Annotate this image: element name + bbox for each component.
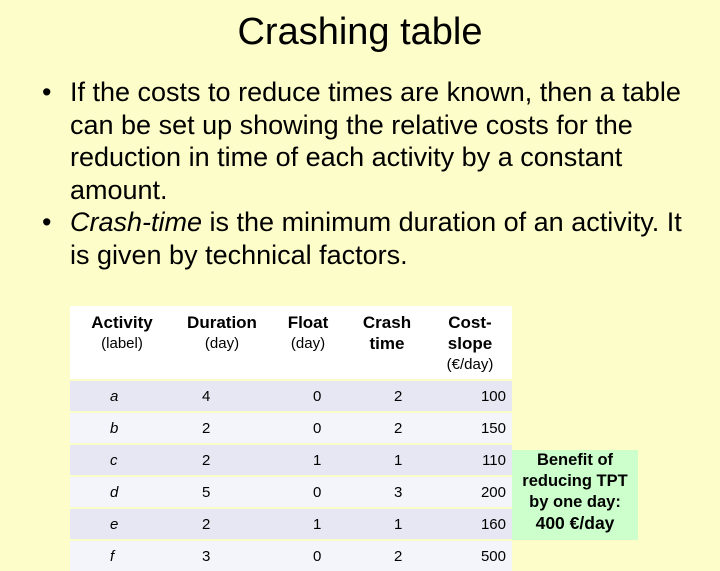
header-crash-label: Crash bbox=[362, 313, 412, 332]
cell-cost-slope: 500 bbox=[428, 540, 512, 571]
cell-duration: 5 bbox=[174, 476, 270, 508]
table-row bbox=[70, 444, 512, 476]
cell-duration: 3 bbox=[174, 540, 270, 571]
cell-float: 0 bbox=[270, 412, 346, 444]
cell-cost-slope: 160 bbox=[428, 508, 512, 540]
cell-activity: f bbox=[70, 540, 174, 571]
table-header-row bbox=[70, 306, 512, 380]
header-crash bbox=[346, 306, 428, 380]
header-crash-sub: time bbox=[369, 334, 405, 353]
cell-float: 1 bbox=[270, 444, 346, 476]
cell-crash-time: 1 bbox=[346, 444, 428, 476]
cell-activity: c bbox=[70, 444, 174, 476]
cell-duration: 2 bbox=[174, 508, 270, 540]
bullet-1-text: If the costs to reduce times are known, then a table can be set up showing the relative costs for the reduction in time of each activity by a constant amount. bbox=[70, 77, 681, 205]
cell-float: 0 bbox=[270, 540, 346, 571]
cell-activity: e bbox=[70, 508, 174, 540]
header-float bbox=[270, 306, 346, 380]
cell-duration: 2 bbox=[174, 412, 270, 444]
cell-cost-slope: 200 bbox=[428, 476, 512, 508]
cell-crash-time: 2 bbox=[346, 380, 428, 412]
cell-cost-slope: 150 bbox=[428, 412, 512, 444]
cell-activity: d bbox=[70, 476, 174, 508]
header-cost-slope-sub: (€/day) bbox=[446, 356, 494, 373]
cell-cost-slope: 100 bbox=[428, 380, 512, 412]
header-activity-sub: (label) bbox=[101, 335, 143, 352]
bullet-dot-1: • bbox=[42, 77, 52, 107]
header-activity bbox=[70, 306, 174, 380]
header-duration-sub: (day) bbox=[204, 335, 240, 352]
cell-crash-time: 1 bbox=[346, 508, 428, 540]
header-activity-label: Activity bbox=[91, 313, 153, 332]
table-row bbox=[70, 380, 512, 412]
bullet-item-1 bbox=[38, 76, 698, 206]
slide-title: Crashing table bbox=[237, 11, 483, 53]
bullet-dot-2: • bbox=[42, 207, 52, 237]
header-duration-label: Duration bbox=[187, 313, 257, 332]
table-row bbox=[70, 476, 512, 508]
header-cost-slope-label: Cost-slope bbox=[447, 313, 493, 353]
table-row bbox=[70, 412, 512, 444]
bullet-item-2 bbox=[38, 206, 698, 271]
cell-float: 0 bbox=[270, 380, 346, 412]
crashing-table bbox=[70, 306, 512, 571]
table-row bbox=[70, 540, 512, 571]
benefit-line-1: Benefit of bbox=[536, 451, 614, 469]
cell-crash-time: 2 bbox=[346, 412, 428, 444]
cell-duration: 4 bbox=[174, 380, 270, 412]
cell-cost-slope: 110 bbox=[428, 444, 512, 476]
benefit-callout bbox=[512, 450, 638, 540]
cell-activity: b bbox=[70, 412, 174, 444]
benefit-line-3: by one day: bbox=[529, 493, 621, 511]
header-float-label: Float bbox=[287, 313, 329, 332]
header-cost-slope bbox=[428, 306, 512, 380]
header-duration bbox=[174, 306, 270, 380]
table-row bbox=[70, 508, 512, 540]
cell-activity: a bbox=[70, 380, 174, 412]
cell-crash-time: 3 bbox=[346, 476, 428, 508]
cell-float: 0 bbox=[270, 476, 346, 508]
cell-float: 1 bbox=[270, 508, 346, 540]
bullet-2-text: is the minimum duration of an activity. It is given by technical factors. bbox=[70, 207, 682, 270]
benefit-line-2: reducing TPT bbox=[522, 472, 628, 490]
bullet-list bbox=[38, 76, 698, 271]
cell-duration: 2 bbox=[174, 444, 270, 476]
header-float-sub: (day) bbox=[290, 335, 326, 352]
cell-crash-time: 2 bbox=[346, 540, 428, 571]
crash-time-term: Crash-time bbox=[70, 207, 203, 237]
benefit-line-4: 400 €/day bbox=[535, 513, 615, 533]
